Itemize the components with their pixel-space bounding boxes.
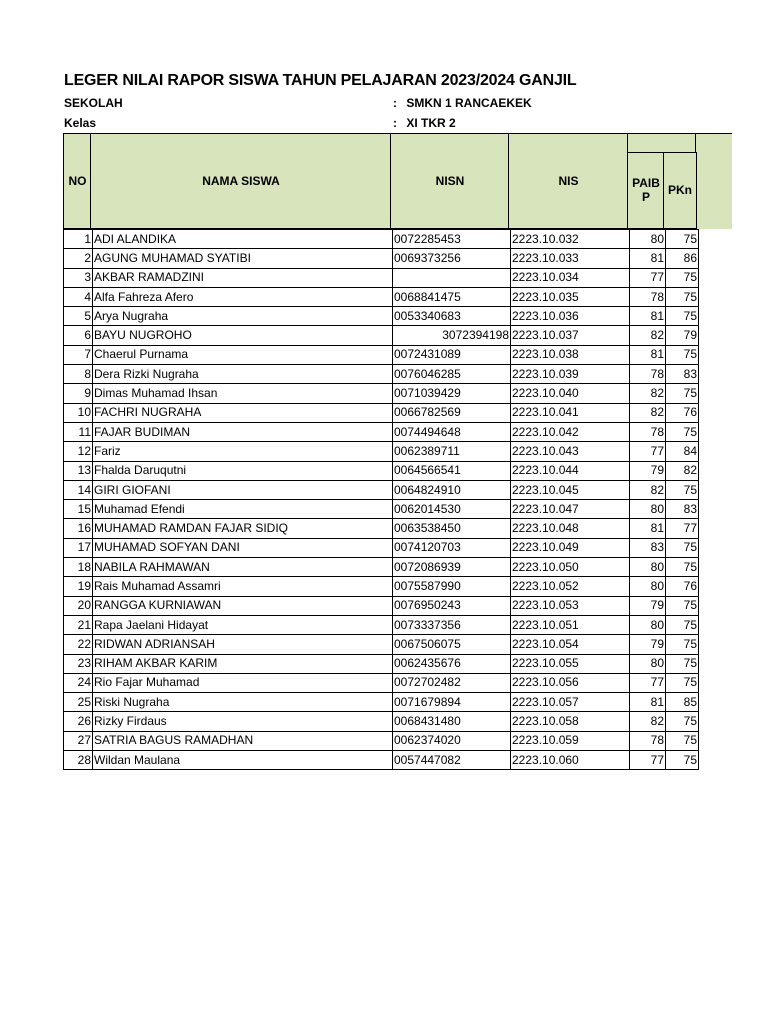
student-nisn: 0064566541	[393, 461, 511, 480]
grade-paibp: 77	[630, 673, 666, 692]
grade-paibp: 80	[630, 577, 666, 596]
student-name: RIDWAN ADRIANSAH	[93, 635, 393, 654]
student-nis: 2223.10.042	[511, 422, 630, 441]
grade-pkn: 75	[666, 635, 699, 654]
table-row	[64, 751, 699, 770]
student-nisn: 0068431480	[393, 712, 511, 731]
student-nis: 2223.10.052	[511, 577, 630, 596]
table-row	[64, 693, 699, 712]
student-nisn: 0071679894	[393, 693, 511, 712]
grade-paibp: 80	[630, 654, 666, 673]
header-pkn: PKn	[663, 152, 697, 229]
grade-pkn: 75	[666, 345, 699, 364]
row-number: 23	[64, 654, 93, 673]
grade-pkn: 75	[666, 384, 699, 403]
grade-pkn: 75	[666, 230, 699, 249]
grade-pkn: 85	[666, 693, 699, 712]
row-number: 12	[64, 442, 93, 461]
table-row	[64, 268, 699, 287]
student-nis: 2223.10.044	[511, 461, 630, 480]
class-value-wrap	[393, 116, 456, 130]
student-nisn: 0069373256	[393, 249, 511, 268]
student-nisn	[393, 268, 511, 287]
grade-pkn: 75	[666, 268, 699, 287]
student-name: SATRIA BAGUS RAMADHAN	[93, 731, 393, 750]
student-nisn: 0072431089	[393, 345, 511, 364]
grade-pkn: 75	[666, 615, 699, 634]
student-nis: 2223.10.043	[511, 442, 630, 461]
grade-pkn: 75	[666, 480, 699, 499]
student-nisn: 0071039429	[393, 384, 511, 403]
student-name: Muhamad Efendi	[93, 500, 393, 519]
school-value-wrap	[393, 96, 532, 110]
row-number: 21	[64, 615, 93, 634]
student-nisn: 0068841475	[393, 287, 511, 306]
row-number: 26	[64, 712, 93, 731]
grade-paibp: 81	[630, 345, 666, 364]
student-nisn: 0057447082	[393, 751, 511, 770]
student-name: BAYU NUGROHO	[93, 326, 393, 345]
grade-paibp: 82	[630, 403, 666, 422]
grade-pkn: 75	[666, 422, 699, 441]
grade-pkn: 75	[666, 287, 699, 306]
student-nisn: 0075587990	[393, 577, 511, 596]
table-row	[64, 422, 699, 441]
grade-paibp: 81	[630, 249, 666, 268]
row-number: 6	[64, 326, 93, 345]
school-label: SEKOLAH	[64, 96, 123, 110]
student-nisn: 0062435676	[393, 654, 511, 673]
grade-table-body	[64, 230, 699, 770]
grade-pkn: 75	[666, 673, 699, 692]
table-row	[64, 712, 699, 731]
grade-paibp: 78	[630, 731, 666, 750]
header-nis: NIS	[508, 133, 628, 229]
student-name: Fhalda Daruqutni	[93, 461, 393, 480]
table-row	[64, 230, 699, 249]
student-nis: 2223.10.050	[511, 558, 630, 577]
student-nisn: 0074494648	[393, 422, 511, 441]
class-colon: :	[393, 116, 397, 130]
student-nis: 2223.10.051	[511, 615, 630, 634]
student-name: Rizky Firdaus	[93, 712, 393, 731]
table-row	[64, 442, 699, 461]
student-nis: 2223.10.049	[511, 538, 630, 557]
grade-pkn: 75	[666, 538, 699, 557]
row-number: 24	[64, 673, 93, 692]
table-row	[64, 480, 699, 499]
grade-paibp: 79	[630, 461, 666, 480]
grade-pkn: 75	[666, 712, 699, 731]
grade-paibp: 80	[630, 615, 666, 634]
student-nis: 2223.10.053	[511, 596, 630, 615]
student-name: Fariz	[93, 442, 393, 461]
school-value: SMKN 1 RANCAEKEK	[406, 96, 532, 110]
grade-pkn: 76	[666, 403, 699, 422]
student-nis: 2223.10.045	[511, 480, 630, 499]
student-nis: 2223.10.057	[511, 693, 630, 712]
student-nisn: 0062389711	[393, 442, 511, 461]
student-name: GIRI GIOFANI	[93, 480, 393, 499]
student-name: Rio Fajar Muhamad	[93, 673, 393, 692]
student-nisn: 0074120703	[393, 538, 511, 557]
student-name: Dera Rizki Nugraha	[93, 365, 393, 384]
row-number: 14	[64, 480, 93, 499]
table-row	[64, 635, 699, 654]
student-nisn: 0072702482	[393, 673, 511, 692]
student-name: NABILA RAHMAWAN	[93, 558, 393, 577]
grade-paibp: 79	[630, 635, 666, 654]
row-number: 8	[64, 365, 93, 384]
student-nis: 2223.10.055	[511, 654, 630, 673]
table-row	[64, 249, 699, 268]
row-number: 22	[64, 635, 93, 654]
grade-paibp: 82	[630, 326, 666, 345]
student-nis: 2223.10.060	[511, 751, 630, 770]
student-name: RANGGA KURNIAWAN	[93, 596, 393, 615]
student-nis: 2223.10.059	[511, 731, 630, 750]
student-nisn: 0063538450	[393, 519, 511, 538]
student-name: AGUNG MUHAMAD SYATIBI	[93, 249, 393, 268]
class-label: Kelas	[64, 116, 97, 130]
row-number: 28	[64, 751, 93, 770]
student-nisn: 3072394198	[393, 326, 511, 345]
grade-paibp: 82	[630, 384, 666, 403]
table-row	[64, 365, 699, 384]
grade-pkn: 84	[666, 442, 699, 461]
grade-paibp: 78	[630, 365, 666, 384]
grade-pkn: 76	[666, 577, 699, 596]
grade-paibp: 83	[630, 538, 666, 557]
student-nisn: 0062374020	[393, 731, 511, 750]
row-number: 18	[64, 558, 93, 577]
table-row	[64, 287, 699, 306]
student-name: Chaerul Purnama	[93, 345, 393, 364]
grade-paibp: 80	[630, 558, 666, 577]
student-nis: 2223.10.032	[511, 230, 630, 249]
row-number: 3	[64, 268, 93, 287]
row-number: 20	[64, 596, 93, 615]
header-no: NO	[63, 133, 91, 229]
student-name: FACHRI NUGRAHA	[93, 403, 393, 422]
grade-paibp: 81	[630, 519, 666, 538]
header-nisn: NISN	[390, 133, 509, 229]
table-row	[64, 461, 699, 480]
student-nisn: 0067506075	[393, 635, 511, 654]
student-nis: 2223.10.056	[511, 673, 630, 692]
grade-paibp: 77	[630, 268, 666, 287]
table-row	[64, 654, 699, 673]
grade-paibp: 81	[630, 693, 666, 712]
student-name: AKBAR RAMADZINI	[93, 268, 393, 287]
student-nis: 2223.10.054	[511, 635, 630, 654]
row-number: 16	[64, 519, 93, 538]
grade-pkn: 75	[666, 751, 699, 770]
student-nisn: 0062014530	[393, 500, 511, 519]
table-row	[64, 731, 699, 750]
row-number: 13	[64, 461, 93, 480]
row-number: 9	[64, 384, 93, 403]
grade-pkn: 75	[666, 307, 699, 326]
student-nisn: 0076950243	[393, 596, 511, 615]
header-paibp: PAIB P	[627, 152, 664, 229]
student-name: MUHAMAD SOFYAN DANI	[93, 538, 393, 557]
student-name: Rais Muhamad Assamri	[93, 577, 393, 596]
table-row	[64, 673, 699, 692]
grade-pkn: 83	[666, 365, 699, 384]
grade-pkn: 75	[666, 654, 699, 673]
student-nis: 2223.10.048	[511, 519, 630, 538]
table-row	[64, 403, 699, 422]
student-nis: 2223.10.036	[511, 307, 630, 326]
student-name: FAJAR BUDIMAN	[93, 422, 393, 441]
student-nis: 2223.10.035	[511, 287, 630, 306]
student-name: ADI ALANDIKA	[93, 230, 393, 249]
student-nis: 2223.10.047	[511, 500, 630, 519]
row-number: 27	[64, 731, 93, 750]
table-row	[64, 384, 699, 403]
row-number: 15	[64, 500, 93, 519]
table-row	[64, 558, 699, 577]
grade-pkn: 77	[666, 519, 699, 538]
student-nis: 2223.10.034	[511, 268, 630, 287]
grade-pkn: 86	[666, 249, 699, 268]
grade-paibp: 77	[630, 751, 666, 770]
student-name: Wildan Maulana	[93, 751, 393, 770]
student-nisn: 0072285453	[393, 230, 511, 249]
header-subject-group-top	[627, 133, 696, 153]
grade-paibp: 81	[630, 307, 666, 326]
student-name: Dimas Muhamad Ihsan	[93, 384, 393, 403]
grade-pkn: 83	[666, 500, 699, 519]
row-number: 2	[64, 249, 93, 268]
table-row	[64, 326, 699, 345]
table-row	[64, 500, 699, 519]
table-row	[64, 307, 699, 326]
grade-table	[63, 229, 699, 770]
table-row	[64, 345, 699, 364]
student-nisn: 0053340683	[393, 307, 511, 326]
school-colon: :	[393, 96, 397, 110]
student-nis: 2223.10.058	[511, 712, 630, 731]
student-name: Arya Nugraha	[93, 307, 393, 326]
student-nisn: 0064824910	[393, 480, 511, 499]
document-title: LEGER NILAI RAPOR SISWA TAHUN PELAJARAN 2023/2024 GANJIL	[64, 72, 577, 89]
table-row	[64, 615, 699, 634]
student-nis: 2223.10.037	[511, 326, 630, 345]
grade-paibp: 78	[630, 287, 666, 306]
student-nis: 2223.10.038	[511, 345, 630, 364]
grade-paibp: 80	[630, 500, 666, 519]
row-number: 1	[64, 230, 93, 249]
student-name: Rapa Jaelani Hidayat	[93, 615, 393, 634]
student-nis: 2223.10.040	[511, 384, 630, 403]
row-number: 19	[64, 577, 93, 596]
table-row	[64, 538, 699, 557]
grade-pkn: 75	[666, 731, 699, 750]
row-number: 11	[64, 422, 93, 441]
row-number: 7	[64, 345, 93, 364]
class-value: XI TKR 2	[406, 116, 456, 130]
student-nis: 2223.10.039	[511, 365, 630, 384]
row-number: 10	[64, 403, 93, 422]
row-number: 25	[64, 693, 93, 712]
student-nis: 2223.10.033	[511, 249, 630, 268]
student-nisn: 0076046285	[393, 365, 511, 384]
grade-paibp: 82	[630, 712, 666, 731]
grade-paibp: 82	[630, 480, 666, 499]
student-name: Riski Nugraha	[93, 693, 393, 712]
header-name: NAMA SISWA	[90, 133, 391, 229]
grade-paibp: 80	[630, 230, 666, 249]
table-row	[64, 519, 699, 538]
grade-pkn: 82	[666, 461, 699, 480]
student-name: Alfa Fahreza Afero	[93, 287, 393, 306]
table-row	[64, 577, 699, 596]
student-name: RIHAM AKBAR KARIM	[93, 654, 393, 673]
grade-pkn: 75	[666, 558, 699, 577]
row-number: 17	[64, 538, 93, 557]
row-number: 5	[64, 307, 93, 326]
grade-paibp: 78	[630, 422, 666, 441]
student-nisn: 0072086939	[393, 558, 511, 577]
student-nisn: 0066782569	[393, 403, 511, 422]
grade-paibp: 77	[630, 442, 666, 461]
grade-paibp: 79	[630, 596, 666, 615]
student-name: MUHAMAD RAMDAN FAJAR SIDIQ	[93, 519, 393, 538]
grade-pkn: 75	[666, 596, 699, 615]
row-number: 4	[64, 287, 93, 306]
grade-pkn: 79	[666, 326, 699, 345]
student-nisn: 0073337356	[393, 615, 511, 634]
student-nis: 2223.10.041	[511, 403, 630, 422]
table-row	[64, 596, 699, 615]
